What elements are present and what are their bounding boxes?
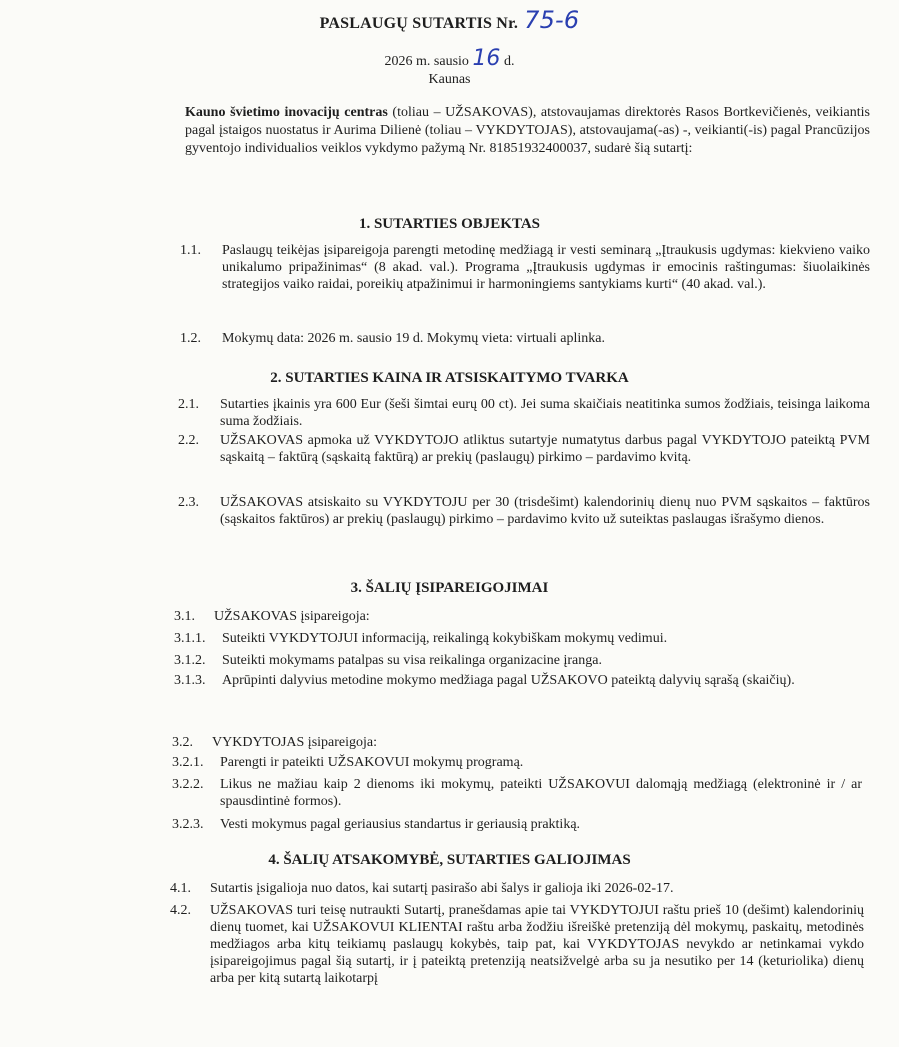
clause-4-1 [170, 880, 864, 897]
clause-3-1-1 [174, 630, 864, 647]
contract-title [0, 6, 899, 34]
clause-3-2-2 [172, 776, 862, 810]
clause-number: 1.2. [180, 331, 201, 346]
clause-3-2 [172, 734, 862, 751]
clause-1-2 [180, 330, 870, 347]
title-text: PASLAUGŲ SUTARTIS Nr. [319, 15, 519, 32]
date-suffix: d. [503, 54, 515, 69]
clause-text: Sutarties įkainis yra 600 Eur (šeši šimtai eurų 00 ct). Jei suma skaičiais neatitinka sumos žodžiais, teisinga laikoma suma žodžiais. [220, 397, 870, 429]
clause-text: Likus ne mažiau kaip 2 dienoms iki mokymų, pateikti UŽSAKOVUI dalomąją medžiagą (elektroninė ir / ar spausdintinė formos). [220, 777, 862, 809]
clause-number: 4.1. [170, 881, 191, 896]
org-name: Kauno švietimo inovacijų centras [185, 105, 388, 120]
clause-number: 3.2. [172, 735, 193, 750]
clause-number: 3.1.1. [174, 631, 206, 646]
clause-text: UŽSAKOVAS įsipareigoja: [214, 609, 370, 624]
clause-text: UŽSAKOVAS atsiskaito su VYKDYTOJU per 30 (trisdešimt) kalendorinių dienų nuo PVM sąskaitos – faktūros (sąskaitos faktūros) ar prekių (paslaugų) pirkimo – pardavimo kvito už suteiktas paslaugas išrašymo dienos. [220, 495, 870, 527]
clause-text: Parengti ir pateikti UŽSAKOVUI mokymų programą. [220, 755, 524, 770]
clause-text: Mokymų data: 2026 m. sausio 19 d. Mokymų vieta: virtuali aplinka. [222, 331, 606, 346]
clause-text: Aprūpinti dalyvius metodine mokymo medžiaga pagal UŽSAKOVO pateiktą dalyvių sąrašą (skaičių). [222, 673, 795, 688]
clause-1-1 [180, 242, 870, 293]
clause-text: Vesti mokymus pagal geriausius standartus ir geriausią praktiką. [220, 817, 581, 832]
section-heading-3: 3. ŠALIŲ ĮSIPAREIGOJIMAI [350, 580, 549, 596]
section-heading-4: 4. ŠALIŲ ATSAKOMYBĖ, SUTARTIES GALIOJIMAS [268, 852, 631, 868]
clause-3-2-3 [172, 816, 862, 833]
clause-number: 4.2. [170, 903, 191, 918]
contract-city: Kaunas [428, 72, 471, 87]
clause-3-1 [174, 608, 864, 625]
clause-number: 3.2.3. [172, 817, 204, 832]
clause-text: VYKDYTOJAS įsipareigoja: [212, 735, 378, 750]
clause-number: 3.1. [174, 609, 195, 624]
handwritten-day: 16 [472, 46, 501, 71]
handwritten-contract-number: 75-6 [524, 6, 580, 34]
clause-text: UŽSAKOVAS turi teisę nutraukti Sutartį, pranešdamas apie tai VYKDYTOJUI raštu prieš 10 (dešimt) kalendorinių dienų tuomet, kai UŽSAKOVUI KLIENTAI raštu arba žodžiu išreiškė pretenziją dėl mokymų, paskaitų, metodinės medžiagos arba kitų teikiamų paslaugų kokybės, taip pat, kai VYKDYTOJAS nevykdo ar netinkamai vykdo įsipareigojimus pagal šią sutartį, ir į pateiktą pretenziją neatsižvelgė arba su ja nesutiko per 14 (keturiolika) dienų arba per kitą sutartą laikotarpį [210, 903, 864, 986]
clause-text: Suteikti mokymams patalpas su visa reikalinga organizacine įranga. [222, 653, 602, 668]
date-year-month: 2026 m. sausio [384, 54, 469, 69]
clause-text: UŽSAKOVAS apmoka už VYKDYTOJO atliktus sutartyje numatytus darbus pagal VYKDYTOJO pateiktą PVM sąskaitą – faktūrą (sąskaitą faktūrą) ar prekių (paslaugų) pirkimo – pardavimo kvitą. [220, 433, 870, 465]
intro-text: (toliau – UŽSAKOVAS), atstovaujamas direktorės Rasos Bortkevičienės, veikiantis pagal įstaigos nuostatus ir Aurima Dilienė (toliau – VYKDYTOJAS), atstovaujama(-as) -, veikianti(-is) pagal Prancūzijos gyventojo individualios veiklos vykdymo pažymą Nr. 81851932400037, sudarė šią sutartį: [185, 105, 870, 156]
clause-2-3 [178, 494, 870, 528]
section-heading-1: 1. SUTARTIES OBJEKTAS [358, 216, 541, 232]
clause-number: 1.1. [180, 243, 201, 258]
clause-3-2-1 [172, 754, 862, 771]
clause-number: 3.1.3. [174, 673, 206, 688]
clause-number: 3.2.2. [172, 777, 204, 792]
contract-date-place [0, 46, 899, 89]
contract-date [0, 46, 899, 71]
clause-3-1-3 [174, 672, 864, 689]
clause-number: 3.2.1. [172, 755, 204, 770]
clause-4-2 [170, 902, 864, 987]
clause-2-2 [178, 432, 870, 466]
clause-number: 2.1. [178, 397, 199, 412]
clause-3-1-2 [174, 652, 864, 669]
intro-paragraph [185, 104, 870, 158]
clause-number: 2.3. [178, 495, 199, 510]
clause-text: Paslaugų teikėjas įsipareigoja parengti metodinę medžiagą ir vesti seminarą „Įtraukusis ugdymas: kiekvieno vaiko unikalumo pripažinimas“ (8 akad. val.). Programa „Įtraukusis ugdymas ir emocinis raštingumas: šiuolaikinės strategijos vaiko raidai, poreikių atpažinimui ir harmoningiems santykiams kurti“ (40 akad. val.). [222, 243, 870, 292]
clause-number: 3.1.2. [174, 653, 206, 668]
clause-text: Suteikti VYKDYTOJUI informaciją, reikalingą kokybiškam mokymų vedimui. [222, 631, 668, 646]
clause-text: Sutartis įsigalioja nuo datos, kai sutartį pasirašo abi šalys ir galioja iki 2026-02-17. [210, 881, 674, 896]
clause-2-1 [178, 396, 870, 430]
clause-number: 2.2. [178, 433, 199, 448]
section-heading-2: 2. SUTARTIES KAINA IR ATSISKAITYMO TVARKA [270, 370, 629, 386]
